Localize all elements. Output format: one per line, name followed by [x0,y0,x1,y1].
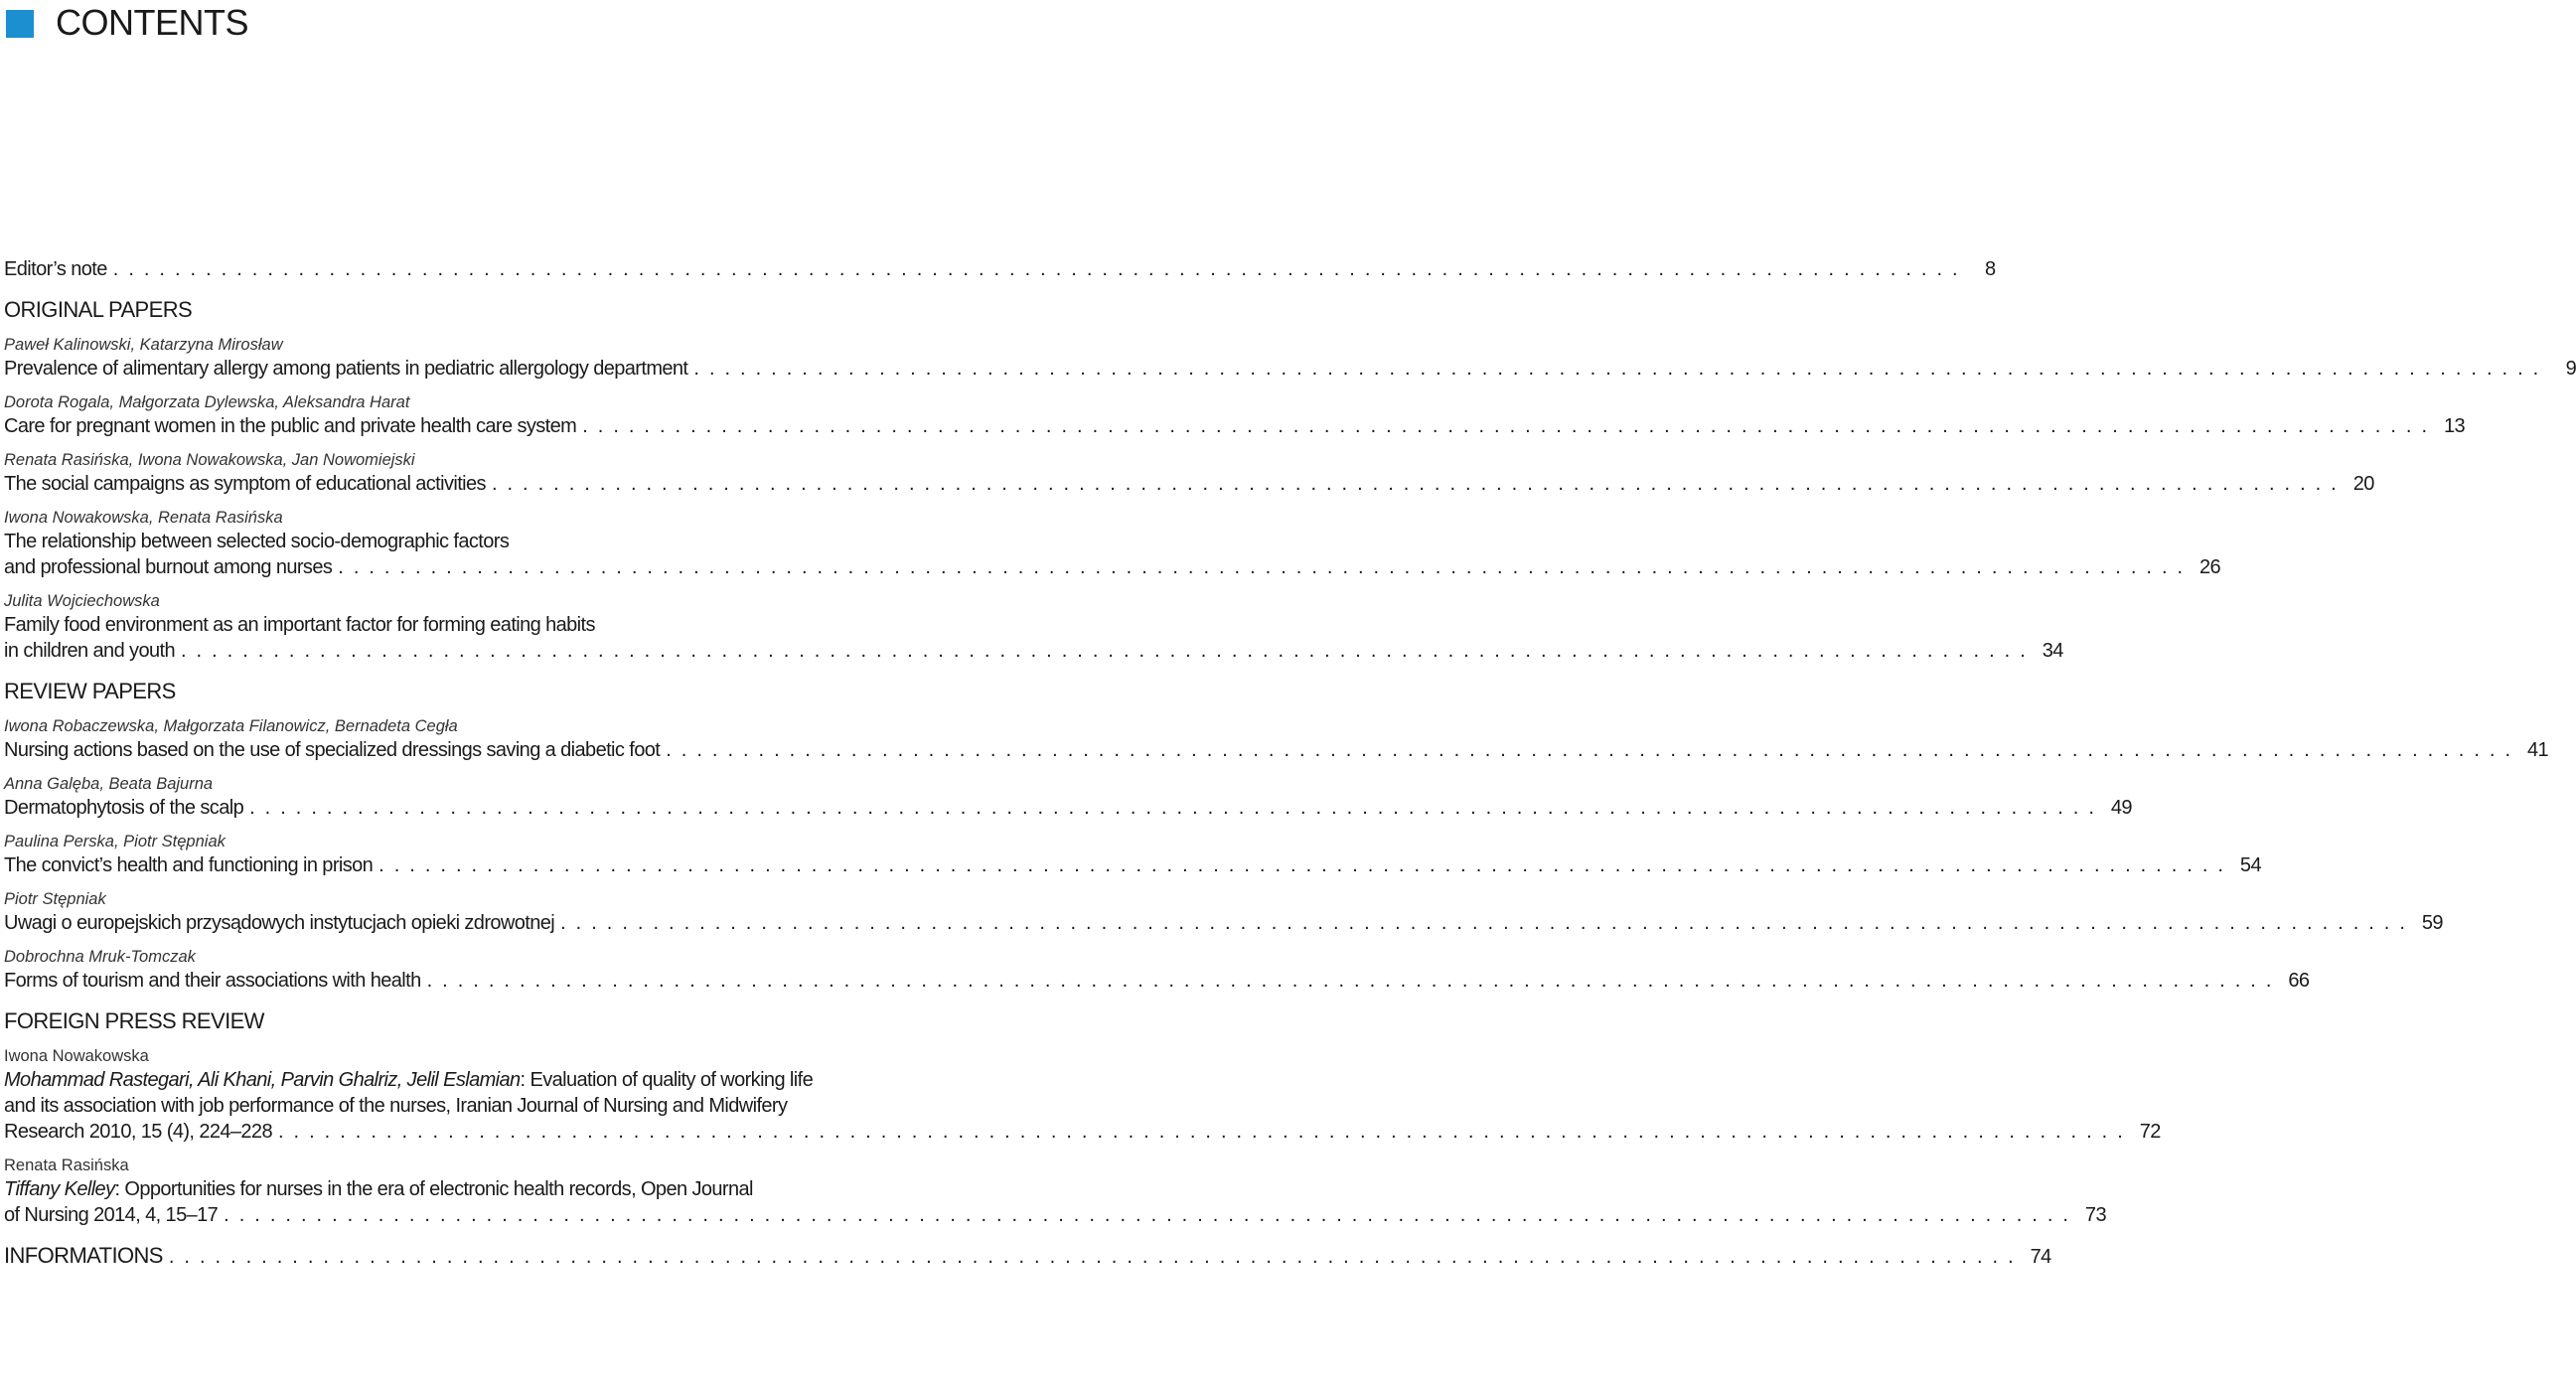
dot-leader: ........................................................................................................................ [379,854,2233,876]
dot-leader: ........................................................................................................................ [277,1121,2133,1143]
dot-leader: ........................................................................................................................ [426,970,2282,992]
entry-reviewer: Iwona Nowakowska [4,1047,149,1065]
entry-title-line1 [4,1067,952,1093]
toc-entry[interactable] [4,507,2221,580]
toc-entry[interactable] [4,449,2374,497]
entry-authors: Paweł Kalinowski, Katarzyna Mirosław [4,336,283,354]
toc-entry[interactable] [4,946,2310,994]
toc-entry[interactable] [4,391,2465,439]
page-number: 59 [2421,912,2443,934]
entry-title: Care for pregnant women in the public and private health care system [4,415,577,437]
entry-title-rest: : Opportunities for nurses in the era of electronic health records, Open Journal [114,1178,753,1200]
page-number: 41 [2526,739,2549,761]
page-number: 9 [2565,358,2576,380]
toc-entry[interactable] [4,773,2132,821]
dot-leader: ........................................................................................................................ [180,640,2036,662]
dot-leader: ........................................................................................................................ [491,473,2347,495]
dot-leader: ........................................................................................................................ [249,797,2104,819]
entry-title-line2: and its association with job performance of the nurses, Iranian Journal of Nursing and Midwifery [4,1095,788,1117]
entry-title: The social campaigns as symptom of educational activities [4,473,486,495]
toc-entry[interactable] [4,590,2063,664]
dot-leader: ........................................................................................................................ [582,415,2437,437]
reviewed-authors: Tiffany Kelley [4,1178,115,1200]
section-heading-informations: INFORMATIONS [4,1243,163,1268]
toc-entry[interactable] [4,888,2443,936]
dot-leader: ........................................................................................................................ [666,739,2521,761]
dot-leader: ........................................................................................................................ [168,1246,2024,1268]
page-number: 26 [2199,556,2221,578]
entry-authors: Anna Galęba, Beata Bajurna [4,775,214,793]
page-number: 13 [2443,415,2465,437]
entry-title: Prevalence of alimentary allergy among patients in pediatric allergology department [4,358,688,380]
toc-entry[interactable] [4,1045,2161,1145]
dot-leader: ........................................................................................................................ [112,258,1968,280]
entry-authors: Julita Wojciechowska [4,592,160,610]
dot-leader: ........................................................................................................................ [224,1204,2078,1226]
entry-authors: Dorota Rogala, Małgorzata Dylewska, Aleksandra Harat [4,393,410,411]
toc-entry[interactable] [4,831,2261,878]
page-number: 54 [2239,854,2261,876]
page-number: 72 [2139,1121,2161,1143]
toc-entry[interactable] [4,715,2549,763]
entry-title: Dermatophytosis of the scalp [4,797,244,819]
table-of-contents [4,256,2576,1271]
entry-authors: Piotr Stępniak [4,890,106,908]
toc-entry[interactable] [4,1155,2106,1228]
entry-authors: Renata Rasińska, Iwona Nowakowska, Jan Nowomiejski [4,451,415,469]
entry-title: Nursing actions based on the use of specialized dressings saving a diabetic foot [4,739,661,761]
entry-title: and professional burnout among nurses [4,556,333,578]
page-number: 20 [2352,473,2374,495]
page-title: CONTENTS [56,2,248,43]
page-number: 74 [2030,1246,2051,1268]
entry-reviewer: Renata Rasińska [4,1157,129,1174]
reviewed-authors: Mohammad Rastegari, Ali Khani, Parvin Ghalriz, Jelil Eslamian [4,1069,521,1091]
section-heading-review-papers: REVIEW PAPERS [4,679,176,703]
entry-authors: Iwona Nowakowska, Renata Rasińska [4,509,283,527]
toc-entry[interactable] [4,334,2576,382]
page-number: 66 [2288,970,2310,992]
entry-authors: Paulina Perska, Piotr Stępniak [4,833,226,850]
toc-entry-informations[interactable] [4,1242,2051,1271]
dot-leader: ........................................................................................................................ [338,556,2194,578]
entry-title: in children and youth [4,640,175,662]
section-heading-original-papers: ORIGINAL PAPERS [4,297,193,322]
entry-authors: Dobrochna Mruk-Tomczak [4,948,196,966]
entry-title-line1: The relationship between selected socio-demographic factors [4,531,510,552]
entry-title-rest: : Evaluation of quality of working life [520,1069,814,1091]
page-number: 73 [2084,1204,2106,1226]
entry-title-line1 [4,1176,952,1202]
section-heading-foreign-press-review: FOREIGN PRESS REVIEW [4,1008,264,1033]
entry-authors: Iwona Robaczewska, Małgorzata Filanowicz, Bernadeta Cegła [4,717,458,735]
header-square-icon [6,10,34,38]
entry-title-line3: Research 2010, 15 (4), 224–228 [4,1121,272,1143]
page-number: 49 [2110,797,2132,819]
entry-title: The convict’s health and functioning in prison [4,854,374,876]
page-number: 34 [2042,640,2063,662]
page-header [0,4,954,42]
page-number: 8 [1985,258,1996,280]
dot-leader: ........................................................................................................................ [560,912,2415,934]
entry-title: Editor’s note [4,258,107,280]
dot-leader: ........................................................................................................................ [693,358,2549,380]
toc-entry-editors-note[interactable] [4,256,1996,282]
entry-title-line1: Family food environment as an important factor for forming eating habits [4,614,595,636]
entry-title-line2: of Nursing 2014, 4, 15–17 [4,1204,219,1226]
entry-title: Forms of tourism and their associations with health [4,970,421,992]
entry-title: Uwagi o europejskich przysądowych instytucjach opieki zdrowotnej [4,912,555,934]
